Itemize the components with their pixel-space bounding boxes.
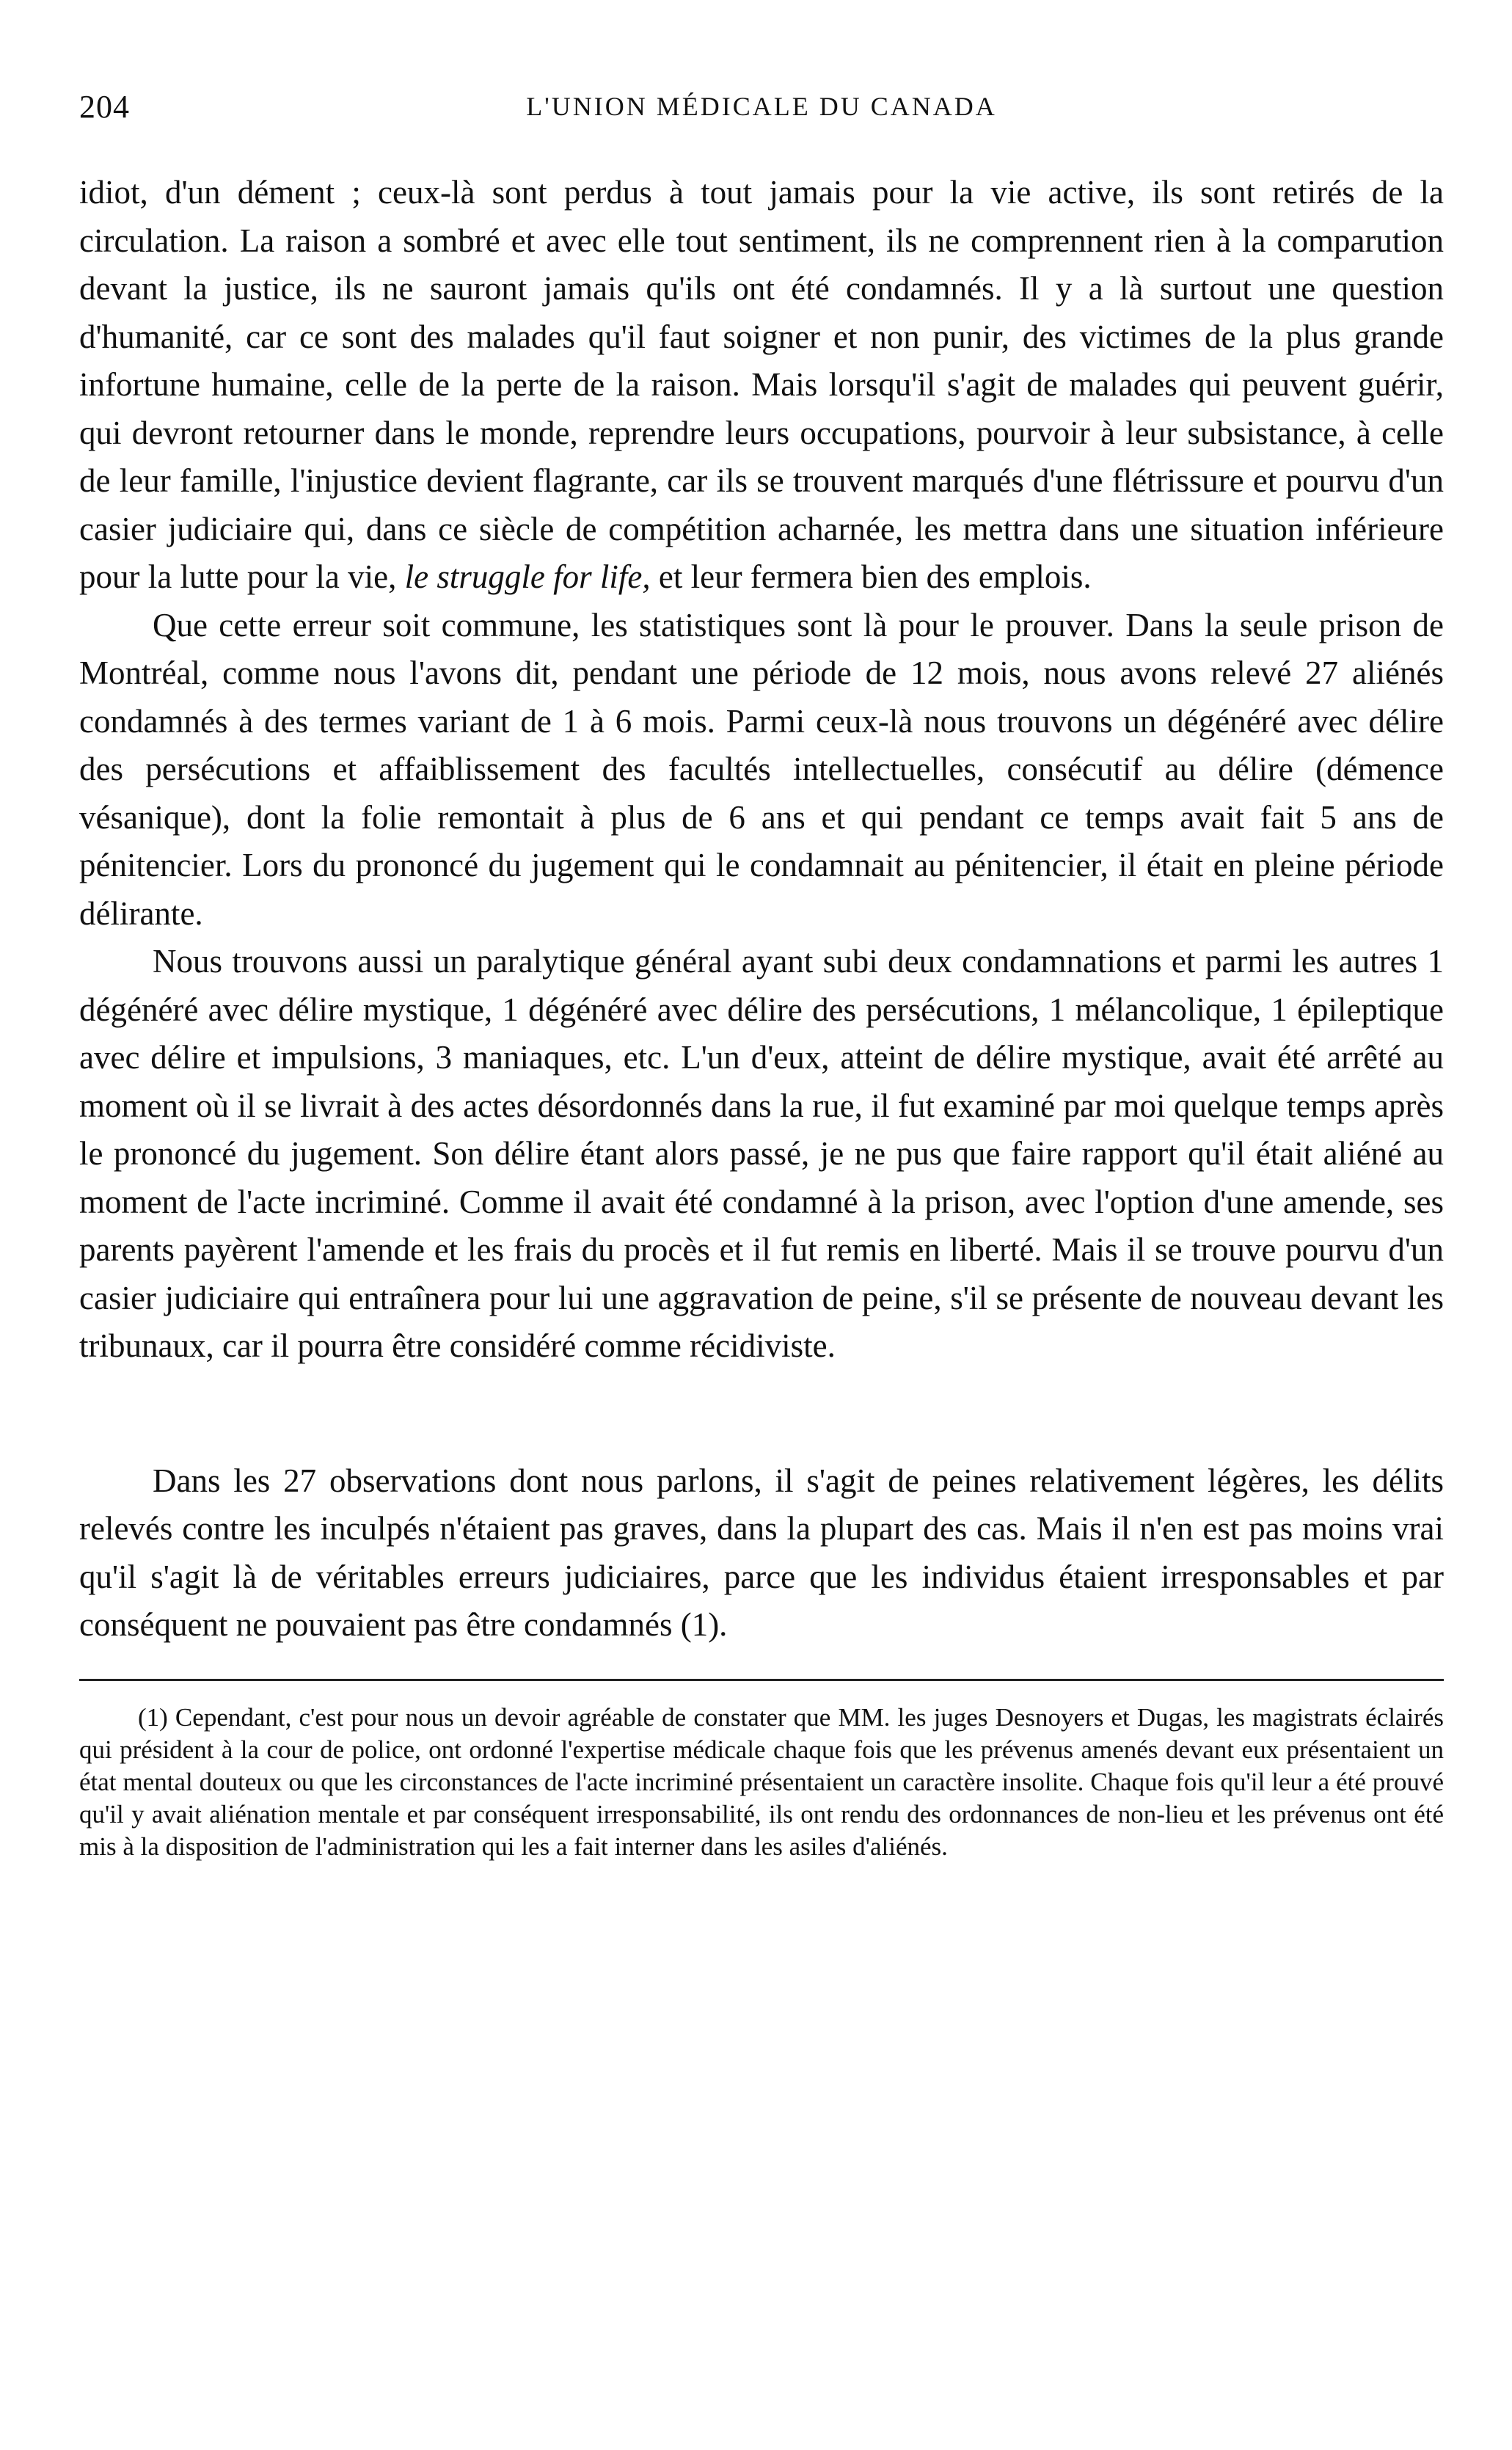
- paragraph-text: idiot, d'un dément ; ceux-là sont perdus à tout jamais pour la vie active, ils sont retirés de la circulation. La raison a sombré et avec elle tout sentiment, ils ne comprennent rien à la comparution devant la justice, ils ne sauront jamais qu'ils ont été condamnés. Il y a là surtout une question d'humanité, car ce sont des malades qu'il faut soigner et non punir, des victimes de la plus grande infortune humaine, celle de la perte de la raison. Mais lorsqu'il s'agit de malades qui peuvent guérir, qui devront retourner dans le monde, reprendre leurs occupations, pourvoir à leur subsistance, à celle de leur famille, l'injustice devient flagrante, car ils se trouvent marqués d'une flétrissure et pourvu d'un casier judiciaire qui, dans ce siècle de compétition acharnée, les mettra dans une situation inférieure pour la lutte pour la vie,: [79, 174, 1444, 595]
- paragraph-statistics: Que cette erreur soit commune, les statistiques sont là pour le prouver. Dans la seule prison de Montréal, comme nous l'avons dit, pendant une période de 12 mois, nous avons relevé 27 aliénés condamnés à des termes variant de 1 à 6 mois. Parmi ceux-là nous trouvons un dégénéré avec délire des persécutions et affaiblissement des facultés intellectuelles, consécutif au délire (démence vésanique), dont la folie remontait à plus de 6 ans et qui pendant ce temps avait fait 5 ans de pénitencier. Lors du prononcé du jugement qui le condamnait au pénitencier, il était en pleine période délirante.: [79, 606, 1444, 932]
- page-header: [79, 88, 1444, 139]
- paragraph-cases: Nous trouvons aussi un paralytique général ayant subi deux condamnations et parmi les autres 1 dégénéré avec délire mystique, 1 dégénéré avec délire des persécutions, 1 mélancolique, 1 épileptique avec délire et impulsions, 3 maniaques, etc. L'un d'eux, atteint de délire mystique, avait été arrêté au moment où il se livrait à des actes désordonnés dans la rue, il fut examiné par moi quelque temps après le prononcé du jugement. Son délire étant alors passé, je ne pus que faire rapport qu'il était aliéné au moment de l'acte incriminé. Comme il avait été condamné à la prison, avec l'option d'une amende, ses parents payèrent l'amende et les frais du procès et il fut remis en liberté. Mais il se trouve pourvu d'un casier judiciaire qui entraînera pour lui une aggravation de peine, s'il se présente de nouveau devant les tribunaux, car il pourra être considéré comme récidiviste.: [79, 943, 1444, 1364]
- footnote-divider: [79, 1679, 1444, 1681]
- document-page: [79, 88, 1444, 1863]
- footnote-text: (1) Cependant, c'est pour nous un devoir agréable de constater que MM. les juges Desnoyers et Dugas, les magistrats éclairés qui président à la cour de police, ont ordonné l'expertise médicale chaque fois que les prévenus amenés devant eux présentaient un état mental douteux ou que les circonstances de l'acte incriminé présentaient un caractère insolite. Chaque fois qu'il leur a été prouvé qu'il y avait aliénation mentale et par conséquent irresponsabilité, ils ont rendu des ordonnances de non-lieu et les prévenus ont été mis à la disposition de l'administration qui les a fait interner dans les asiles d'aliénés.: [79, 1702, 1444, 1861]
- running-title: L'UNION MÉDICALE DU CANADA: [526, 92, 997, 121]
- section-gap: [79, 1371, 1444, 1457]
- italic-phrase: le struggle for life,: [404, 558, 651, 595]
- paragraph-continued: [79, 169, 1444, 602]
- paragraph-text-end: et leur fermera bien des emplois.: [650, 558, 1092, 595]
- body-text: [79, 169, 1444, 1649]
- paragraph-conclusion: Dans les 27 observations dont nous parlons, il s'agit de peines relativement légères, les délits relevés contre les inculpés n'étaient pas graves, dans la plupart des cas. Mais il n'en est pas moins vrai qu'il s'agit là de véritables erreurs judiciaires, parce que les individus étaient irresponsables et par conséquent ne pouvaient pas être condamnés (1).: [79, 1462, 1444, 1643]
- page-number: 204: [79, 89, 130, 125]
- footnote: [79, 1702, 1444, 1863]
